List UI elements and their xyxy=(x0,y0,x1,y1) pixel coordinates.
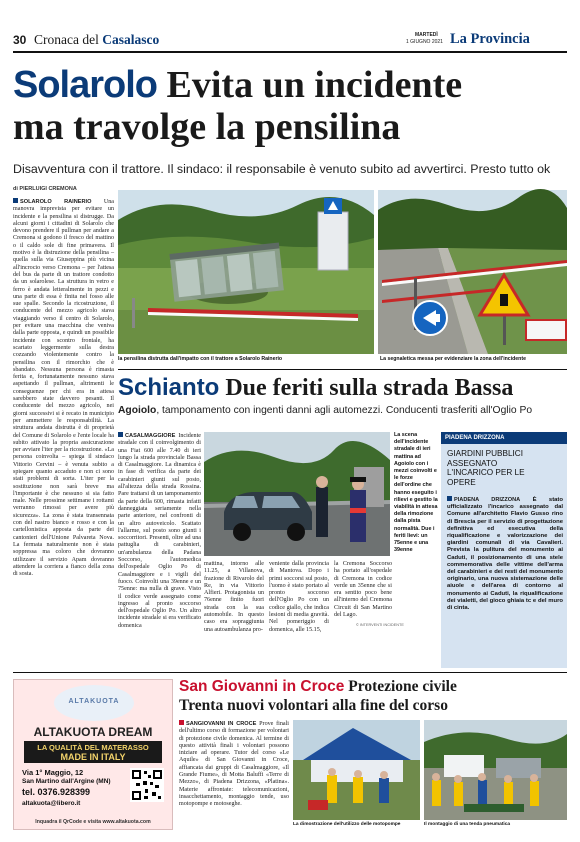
pensilina-illustration xyxy=(118,190,374,354)
crash-col-3: veniente dalla provincia di Mantova. Dopo i primi soccorsi sul posto, l'uomo è stato portato al pronto soccorso dell'Oglio Po con un codice giallo, che indica lesioni di media gravità. Nel pomeriggio di domenica, alle 15.15, xyxy=(269,561,329,633)
crash-col-4: la Cremona Soccorso ha portato all'ospedale di Cremona in codice verde un 35enne che si era sentito poco bene all'interno del Cremona Circuit di San Martino del Lago. xyxy=(334,561,392,619)
civil-story-body: SANGIOVANNI IN CROCE Prove finali dell'ultimo corso di formazione per volontari di protezione civile domenica. Al termine di questo attività finali i volontari possono iniziare ad operare. Tutor del corso «Le Aquile» di San Giovanni in Croce, affiancata dai gruppi di Casalmaggiore, «Il Grande Fiume», di Motta Baluffi «Terre di Mezzo», di Piadena Drizzona, «Platina». Materie affrontate: telecomunicazioni, insacchettamento, montaggio tende, uso motopompe e motoseghe. xyxy=(179,721,289,808)
caption-segnaletica: La segnaletica messa per evidenziare la zona dell'incidente xyxy=(380,356,526,362)
ad-address-1: Via 1° Maggio, 12 xyxy=(22,768,84,777)
divider-crash xyxy=(118,369,567,370)
crash-col-1: CASALMAGGIORE Incidente stradale con il coinvolgimento di una Fiat 600 alle 7.40 di ieri lungo la strada provinciale Bassa di Casalmaggiore. La dinamica è in fase di verifica da parte dei carabinieri giunti sul posto, all'altezza della strada Rossina. Pare trattarsi di un tamponamento da parte della 600, rimasta infatti danneggiata seriamente nella parte anteriore, nel confronti di un altro autoveicolo. Scattato l'allarme, sul posto sono giunti i soccorritori. Presenti, oltre ad una pattuglia di carabinieri, un'ambulanza della Padana Soccorso, l'automedica dell'ospedale Oglio Po di Casalmaggiore e i vigili del fuoco. Coinvolti una 39enne e un 75enne: ma nulla di grave. Visto il codice verde assegnato come ingresso al pronto soccorso dell'ospedale Oglio Po. Un altro incidente stradale si era verificato domenica xyxy=(118,433,201,629)
issue-day: MARTEDÌ xyxy=(415,32,438,38)
page-header xyxy=(13,31,567,51)
issue-date: 1 GIUGNO 2021 xyxy=(406,39,443,45)
photo-pensilina xyxy=(118,190,374,354)
main-headline: Solarolo Evita un incidente ma travolge la pensilina xyxy=(13,64,463,148)
crash-col-2: mattina, intorno alle 11.25, a Villanova, frazione di Rivarolo del Re, in via Vittorio Alfieri. Protagonista un 76enne finito fuori strada con la sua automobile. In questo caso era sopraggiunta una autoambulanza pro- xyxy=(204,561,264,633)
incidente-illustration xyxy=(204,432,390,556)
advertisement xyxy=(13,679,173,830)
ad-email: altakuota@libero.it xyxy=(22,800,81,807)
main-story-body: SOLAROLO RAINERIO Una manovra imprevista per evitare un incidente e la pensilina si distrugge. Da alcuni giorni i cittadini di Solarolo che devono prendere il pullman per andare a Cremona si godono il fresco del mattino o il caldo sole di fine primavera. Il motivo è la distruzione della pensilina – quella sulla via Giuseppina più vicina all'incrocio verso Cremona – per l'attesa del bus da parte di un trattore condotto da un solarolese. La struttura in vetro e ferro è andata letteralmente in pezzi e una parte di essa è finita nel fosso alle sue spalle. Secondo la ricostruzione, il conducente del mezzo agricolo stava viaggiando verso il centro di Solarolo, per evitare una macchina che veniva dalla parte opposta, e quindi un possibile incidente con scontro frontale, ha scartato leggermente sulla destra cozzando violentemente contro la pensilina con il rimorchio che è sbandato. Nessuna persona è rimasta ferita e, fortunatamente nessuno stava aspettando il pullman, altrimenti le conseguenze per chi era in attesa sarebbero state davvero pesanti. Il conducente del mezzo agricolo, nei giorni successivi si è recato in municipio per ammettere le responsabilità. La struttura andata distrutta è di proprietà del Comune di Solarolo e l'ente locale ha subito attivato la propria assicurazione per avviare l'iter per la ricostruzione. «La persona coinvolta – spiega il sindaco Vittorio Cervini – è venuta subito a spiegare quanto accaduto e non ci sono stati problemi di sorta. L'iter per la sostituzione non sarà breve ma l'importante è che nessuno si sia fatto male. Nelle prossime settimane i rottami verranno rimossi per avere più sicurezza». La zona è stata transennata con del nastro bianco e rosso e con la cartellonistica apposta da parte dei cantonieri dell'Unione Palvareta Nova. La fermata naturalmente non è stata soppressa ma coloro che dovranno utilizzare il servizio Apam dovranno attendere la corriera a fianco della zona di sosta. xyxy=(13,199,114,578)
page-number: 30 xyxy=(13,33,27,47)
segnaletica-illustration xyxy=(378,190,567,354)
tenda-illustration xyxy=(424,720,567,820)
bullet-square xyxy=(13,198,18,203)
bullet-square xyxy=(118,432,123,437)
photo-tenda xyxy=(424,720,567,820)
ad-tagline-box: LA QUALITÀ DEL MATERASSO MADE IN ITALY xyxy=(24,741,162,763)
crash-subhead: Agoiolo, tamponamento con ingenti danni agli automezzi. Conducenti trasferiti all'Oglio Po xyxy=(118,405,533,416)
ad-logo-text: ALTAKUOTA xyxy=(68,698,120,705)
bullet-square xyxy=(179,720,184,725)
bullet-square xyxy=(447,496,452,501)
crash-headline: Schianto Due feriti sulla strada Bassa xyxy=(118,374,514,401)
masthead: La Provincia xyxy=(450,31,530,47)
byline: di PIERLUIGI CREMONA xyxy=(13,186,77,192)
sidebar-body: PIADENA DRIZZONA È stato ufficializzato l'incarico assegnato dal Comune all'architetto Flavio Gusso rino di Brescia per il servizio di progettazione definitiva ed esecutiva della riqualificazione e valorizzazione dei giardini comunali di via Cavalieri. Prevista la pulitura del monumento ai Caduti, il posizionamento di una stele commemorativa delle vittime dell'arma del carabinieri e dei resti del monumento originario, una nuova sistemazione delle aiuole e dell'area di contorno al monumento ai Caduti, la riqualificazione dei vialetti, del gioco ghiaia tc e del muro di cinta. xyxy=(447,497,563,612)
sidebar-headline: GIARDINI PUBBLICI ASSEGNATO L'INCARICO PER LE OPERE xyxy=(447,449,525,487)
header-rule xyxy=(13,51,567,53)
ad-address-2: San Martino dall'Argine (MN) xyxy=(22,778,111,785)
photo-credit: © INTERVENTI INCIDENTE xyxy=(356,623,404,627)
motopompe-illustration xyxy=(293,720,420,820)
photo-segnaletica xyxy=(378,190,567,354)
divider-bottom xyxy=(13,672,567,673)
crash-photo-caption: La scena dell'incidente stradale di ieri mattina ad Agoiolo con i mezzi coinvolti e le forze dell'ordine che hanno eseguito i rilievi e gestito la viabilità in attesa della rimozione dalla pista normalità. Due i feriti lievi: un 75enne e una 39enne xyxy=(394,432,438,554)
caption-tenda: Il montaggio di una tenda pneumatica xyxy=(424,822,511,827)
ad-logo xyxy=(54,685,134,721)
main-subhead: Disavventura con il trattore. Il sindaco: il responsabile è venuto subito ad avvertirci. Presto tutto ok xyxy=(13,162,551,176)
qr-code-icon xyxy=(130,768,164,802)
sidebar-tag: PIADENA DRIZZONA xyxy=(441,432,567,444)
section-title: Cronaca del Casalasco xyxy=(34,32,160,47)
photo-incidente xyxy=(204,432,390,556)
ad-phone: tel. 0376.928399 xyxy=(22,787,91,797)
photo-motopompe xyxy=(293,720,420,820)
ad-footer: Inquadra il QrCode e visita www.altakuota.com xyxy=(35,819,151,825)
ad-brand: ALTAKUOTA DREAM xyxy=(33,725,153,739)
civil-headline: San Giovanni in Croce Protezione civile Trenta nuovi volontari alla fine del corso xyxy=(179,678,457,714)
caption-pensilina: la pensilina distrutta dall'impatto con il trattore a Solarolo Rainerio xyxy=(118,356,283,362)
caption-motopompe: La dimostrazione dell'utilizzo delle motopompe xyxy=(293,822,401,827)
sidebar-box xyxy=(441,432,567,668)
